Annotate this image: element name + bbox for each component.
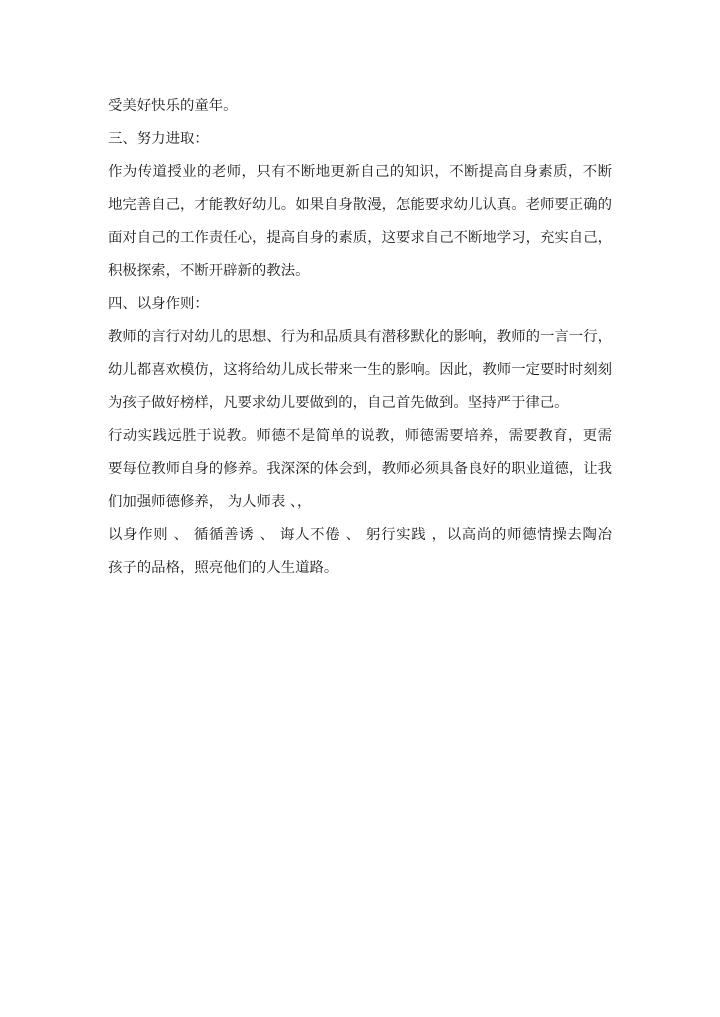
- text-line: 们加强师德修养， 为人师表 、，: [108, 494, 312, 510]
- text-line: 受美好快乐的童年。: [108, 98, 238, 114]
- text-line: 以身作则 、 循循善诱 、 诲人不倦 、 躬行实践 ，以高尚的师德情操去陶冶: [108, 527, 612, 543]
- section-heading-3: 三、努力进取：: [108, 131, 209, 147]
- section-heading-4: 四、以身作则：: [108, 296, 209, 312]
- text-line: 积极探索，不断开辟新的教法。: [108, 263, 310, 279]
- text-line: 面对自己的工作责任心，提高自身的素质，这要求自己不断地学习，充实自己，: [108, 230, 612, 246]
- text-line: 作为传道授业的老师，只有不断地更新自己的知识，不断提高自身素质，不断: [108, 164, 612, 180]
- text-line: 幼儿都喜欢模仿，这将给幼儿成长带来一生的影响。因此，教师一定要时时刻刻: [108, 362, 612, 378]
- text-line: 孩子的品格，照亮他们的人生道路。: [108, 560, 339, 576]
- text-line: 为孩子做好榜样，凡要求幼儿要做到的，自己首先做到。坚持严于律己。: [108, 395, 569, 411]
- text-line: 行动实践远胜于说教。师德不是简单的说教，师德需要培养，需要教育，更需: [108, 428, 612, 444]
- text-line: 教师的言行对幼儿的思想、行为和品质具有潜移默化的影响，教师的一言一行，: [108, 329, 612, 345]
- body-text: [108, 90, 612, 585]
- text-line: 地完善自己，才能教好幼儿。如果自身散漫，怎能要求幼儿认真。老师要正确的: [108, 197, 612, 213]
- text-line: 要每位教师自身的修养。我深深的体会到，教师必须具备良好的职业道德，让我: [108, 461, 612, 477]
